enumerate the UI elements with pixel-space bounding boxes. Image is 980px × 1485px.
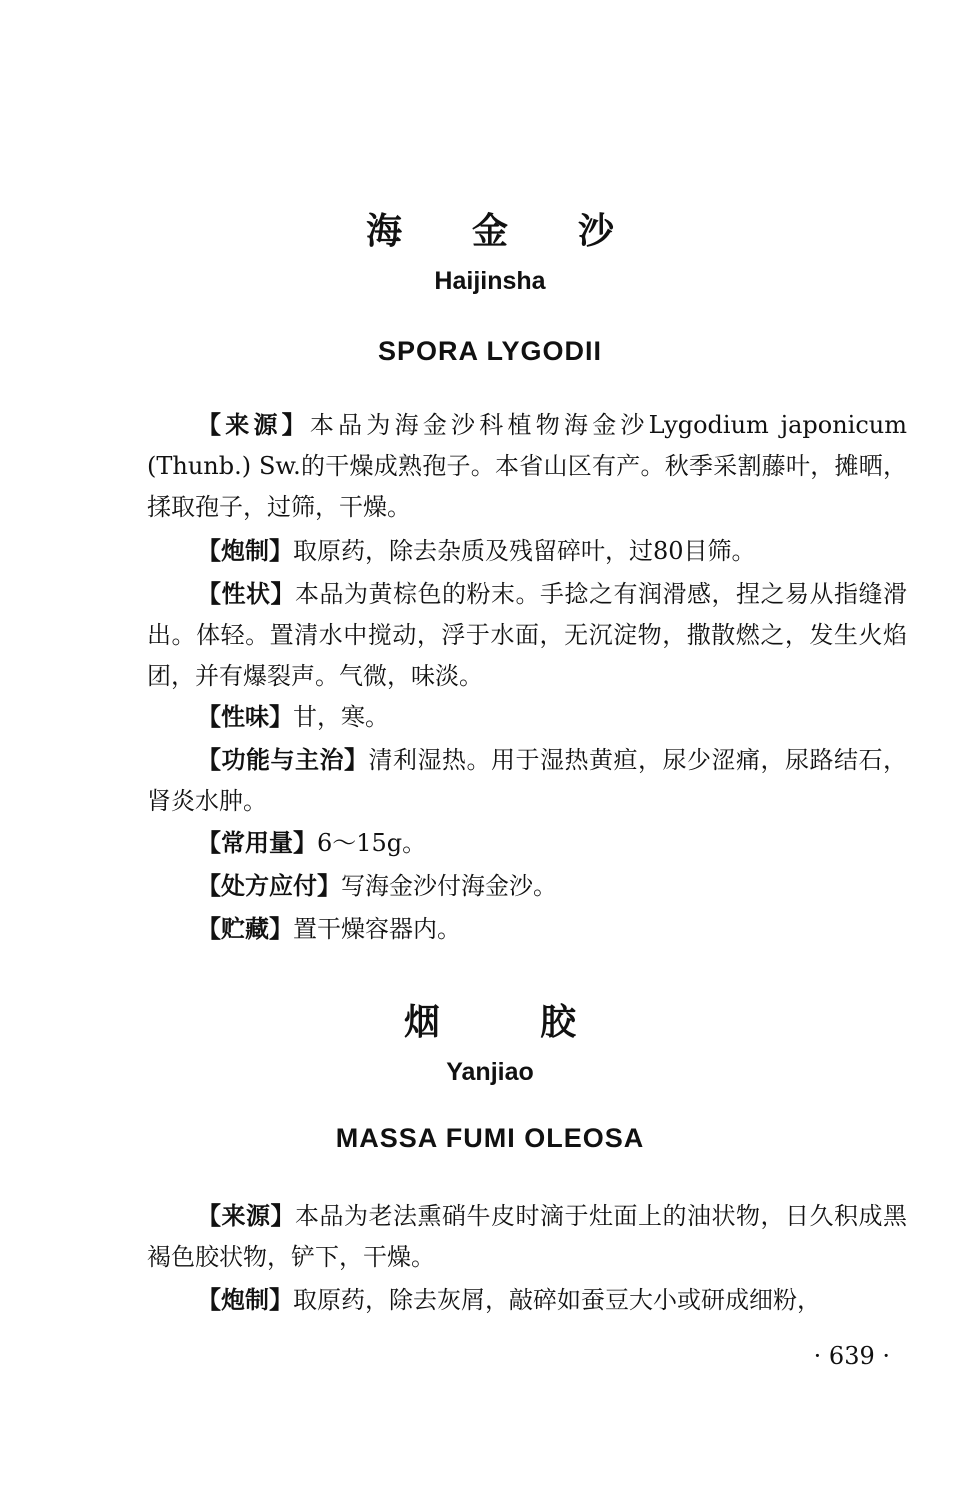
section-tag: 【常用量】 — [197, 829, 317, 857]
section-tag: 【来源】 — [197, 1202, 295, 1230]
section-tag: 【贮藏】 — [197, 915, 293, 943]
entry1-section-processing — [147, 531, 907, 572]
section-tag: 【功能与主治】 — [197, 746, 369, 774]
entry1-section-storage — [147, 909, 907, 950]
section-tag: 【处方应付】 — [197, 872, 341, 900]
entry2-section-source — [147, 1196, 907, 1278]
section-tag: 【性味】 — [197, 703, 293, 731]
page-number: · 639 · — [813, 1342, 890, 1370]
entry2-latin-name: MASSA FUMI OLEOSA — [335, 1123, 645, 1153]
entry1-pinyin: Haijinsha — [434, 267, 546, 295]
section-tag: 【炮制】 — [197, 537, 293, 565]
section-text: 清利湿热。用于湿热黄疸，尿少涩痛，尿路结石，肾炎水肿。 — [147, 746, 907, 815]
section-text: 置干燥容器内。 — [293, 915, 461, 943]
entry1-section-dosage — [147, 823, 907, 864]
entry1-section-description — [147, 574, 907, 697]
entry1-title-char: 金 — [471, 211, 508, 252]
section-text: 写海金沙付海金沙。 — [341, 872, 557, 900]
section-text: 6～15g。 — [317, 829, 427, 857]
entry2-title — [0, 994, 980, 1045]
section-text: 甘，寒。 — [293, 703, 389, 731]
entry2-section-processing — [147, 1280, 907, 1321]
section-text: 本品为海金沙科植物海金沙Lygodium japonicum (Thunb.) Sw.的干燥成熟孢子。本省山区有产。秋季采割藤叶，摊晒，揉取孢子，过筛，干燥。 — [147, 411, 908, 521]
entry1-section-property — [147, 697, 907, 738]
section-tag: 【来源】 — [197, 411, 310, 439]
section-tag: 【性状】 — [197, 580, 295, 608]
section-text: 本品为黄棕色的粉末。手捻之有润滑感，捏之易从指缝滑出。体轻。置清水中搅动，浮于水面，无沉淀物，撒散燃之，发生火焰团，并有爆裂声。气微，味淡。 — [147, 580, 907, 690]
entry2-title-char: 胶 — [540, 1002, 577, 1043]
entry1-title-char: 海 — [365, 211, 402, 252]
entry1-title-char: 沙 — [578, 211, 615, 252]
entry2-pinyin: Yanjiao — [446, 1058, 534, 1086]
entry1-section-prescription — [147, 866, 907, 907]
entry1-section-source — [147, 405, 907, 528]
entry1-latin-name: SPORA LYGODII — [377, 336, 603, 366]
entry2-title-char: 烟 — [403, 1002, 440, 1043]
section-text: 取原药，除去杂质及残留碎叶，过80目筛。 — [293, 537, 756, 565]
entry1-title — [0, 203, 980, 254]
section-tag: 【炮制】 — [197, 1286, 293, 1314]
section-text: 取原药，除去灰屑，敲碎如蚕豆大小或研成细粉， — [293, 1286, 821, 1314]
section-text: 本品为老法熏硝牛皮时滴于灶面上的油状物，日久积成黑褐色胶状物，铲下，干燥。 — [147, 1202, 907, 1271]
entry1-section-indications — [147, 740, 907, 822]
